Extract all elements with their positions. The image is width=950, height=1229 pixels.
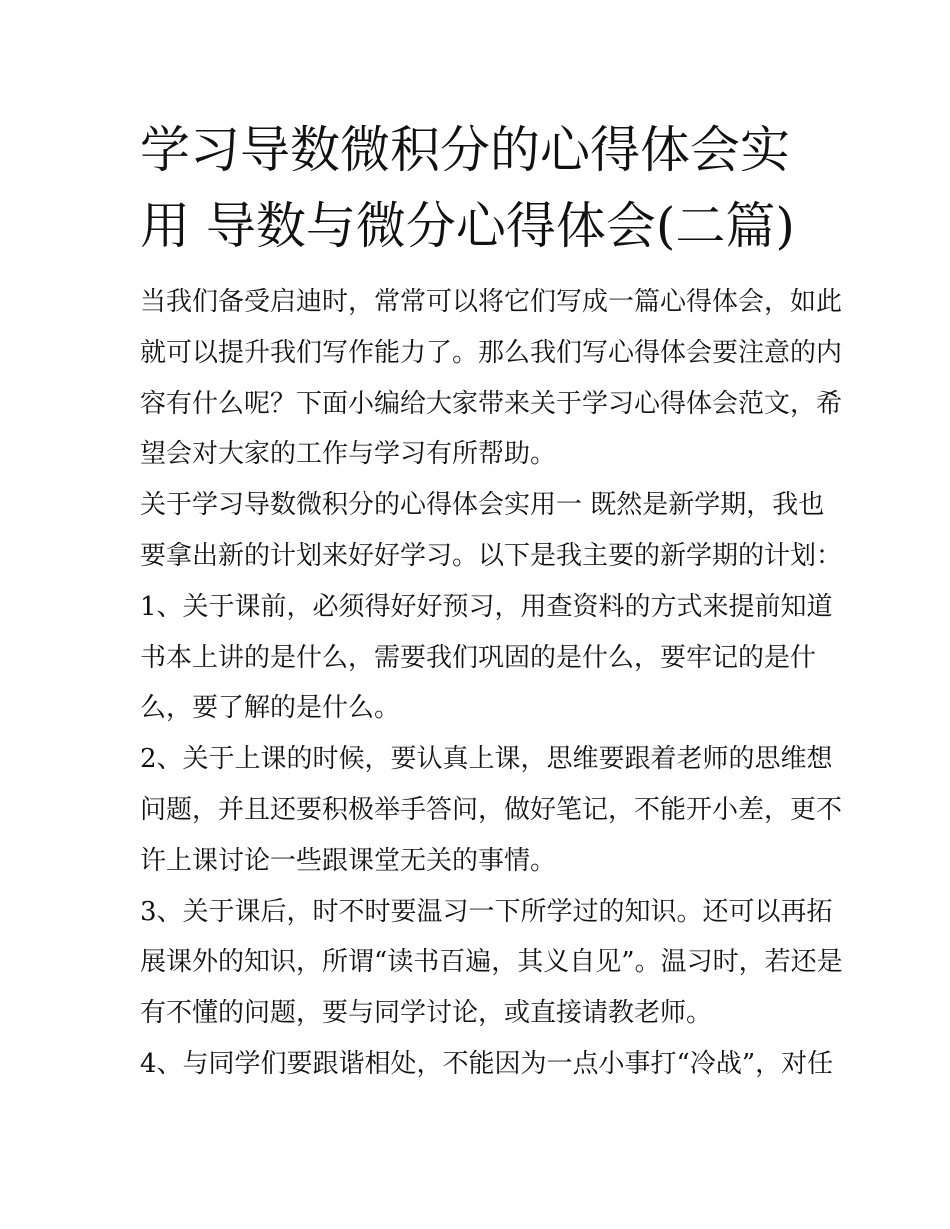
item-3-line-3: 有不懂的问题，要与同学讨论，或直接请教老师。	[140, 998, 713, 1029]
intro-line-3: 容有什么呢？下面小编给大家带来关于学习心得体会范文，希	[140, 388, 843, 419]
item-2-line-2: 问题，并且还要积极举手答问，做好笔记，不能开小差，更不	[140, 794, 843, 825]
item-4-line-1: 4、与同学们要跟谐相处，不能因为一点小事打“冷战”，对任	[140, 1048, 834, 1079]
item-1-line-3: 么，要了解的是什么。	[140, 693, 401, 724]
item-2-line-3: 许上课讨论一些跟课堂无关的事情。	[140, 845, 557, 876]
item-2-line-1: 2、关于上课的时候，要认真上课，思维要跟着老师的思维想	[140, 744, 833, 775]
title-line-1: 学习导数微积分的心得体会实	[140, 121, 790, 179]
section-heading-line-2: 要拿出新的计划来好好学习。以下是我主要的新学期的计划：	[140, 540, 843, 571]
document-body	[140, 277, 843, 1090]
intro-line-1: 当我们备受启迪时，常常可以将它们写成一篇心得体会，如此	[140, 287, 843, 317]
document-title	[140, 112, 820, 264]
item-1-line-1: 1、关于课前，必须得好好预习，用查资料的方式来提前知道	[140, 591, 833, 622]
intro-line-2: 就可以提升我们写作能力了。那么我们写心得体会要注意的内	[140, 337, 843, 368]
intro-line-4: 望会对大家的工作与学习有所帮助。	[140, 439, 557, 470]
item-1-line-2: 书本上讲的是什么，需要我们巩固的是什么，要牢记的是什	[140, 642, 817, 673]
section-heading-line-1: 关于学习导数微积分的心得体会实用一 既然是新学期，我也	[140, 490, 825, 521]
item-3-line-1: 3、关于课后，时不时要温习一下所学过的知识。还可以再拓	[140, 896, 833, 927]
title-line-2: 用 导数与微分心得体会(二篇)	[140, 197, 795, 255]
item-3-line-2: 展课外的知识，所谓“读书百遍，其义自见”。温习时，若还是	[140, 947, 843, 978]
